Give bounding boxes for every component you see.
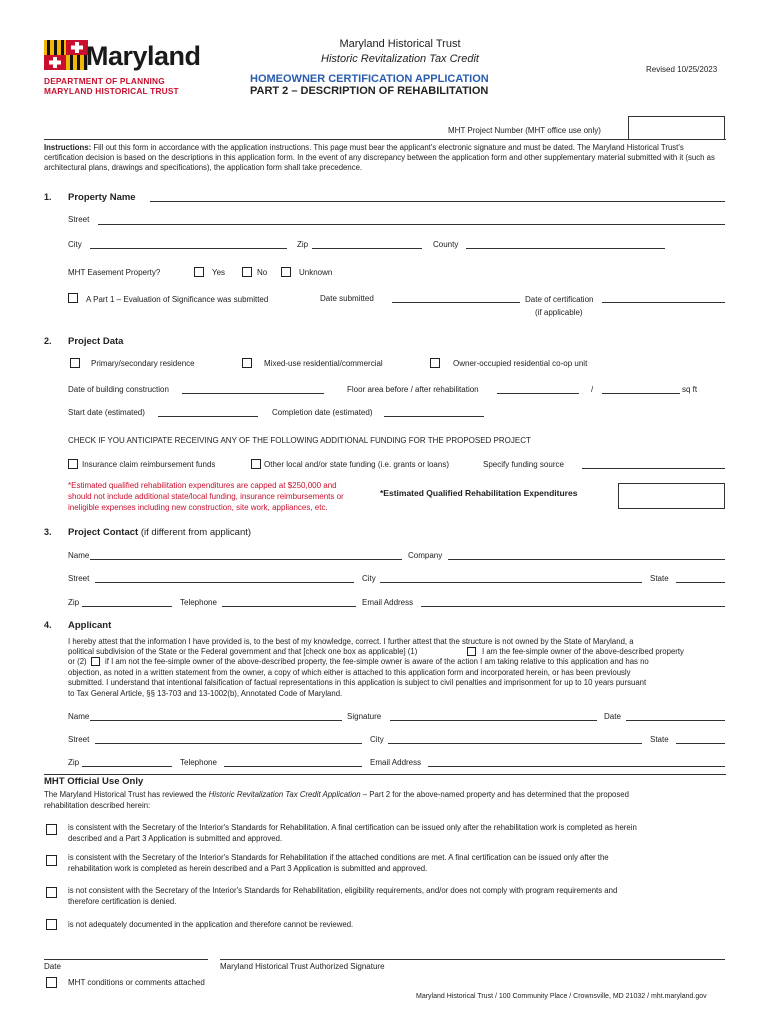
zip-label: Zip <box>297 240 309 249</box>
cap-note-line-2: should not include additional state/local funding, insurance reimbursements or <box>68 492 344 501</box>
other-funding-checkbox[interactable] <box>251 459 261 469</box>
applicant-zip-label: Zip <box>68 758 80 767</box>
section-3-title: Project Contact (if different from applicant) <box>68 527 252 538</box>
applicant-name-label: Name <box>68 712 90 721</box>
section-1-title: Property Name <box>68 192 136 203</box>
easement-yes-checkbox[interactable] <box>194 267 204 277</box>
official-denied-line-2: therefore certification is denied. <box>68 897 177 906</box>
contact-telephone-field[interactable] <box>222 606 356 607</box>
part1-submitted-checkbox[interactable] <box>68 293 78 303</box>
specify-funding-field[interactable] <box>582 468 725 469</box>
official-date-field[interactable] <box>44 959 208 960</box>
county-label: County <box>433 240 459 249</box>
divider <box>44 139 726 140</box>
start-date-label: Start date (estimated) <box>68 408 145 417</box>
floor-area-label: Floor area before / after rehabilitation <box>347 385 479 394</box>
primary-residence-checkbox[interactable] <box>70 358 80 368</box>
contact-email-label: Email Address <box>362 598 414 607</box>
easement-unknown-label: Unknown <box>299 268 333 277</box>
section-1-number: 1. <box>44 192 52 202</box>
contact-email-field[interactable] <box>421 606 725 607</box>
street-label: Street <box>68 215 90 224</box>
funding-heading: CHECK IF YOU ANTICIPATE RECEIVING ANY OF THE FOLLOWING ADDITIONAL FUNDING FOR THE PROPOSED PROJECT <box>68 436 531 445</box>
fee-simple-owner-checkbox[interactable] <box>467 647 476 656</box>
logo-department: DEPARTMENT OF PLANNING <box>44 76 165 86</box>
attest-line-5: submitted. I understand that intentional falsification of factual representations in this application is subject to civil penalties and imprisonment for up to 10 years pursuant <box>68 678 647 687</box>
floor-area-slash: / <box>591 385 594 394</box>
primary-residence-label: Primary/secondary residence <box>91 359 195 368</box>
floor-area-after-field[interactable] <box>602 393 680 394</box>
completion-date-field[interactable] <box>384 416 484 417</box>
insurance-funding-checkbox[interactable] <box>68 459 78 469</box>
property-street-field[interactable] <box>98 224 725 225</box>
applicant-email-field[interactable] <box>428 766 725 767</box>
official-conditional-line-2: rehabilitation work is completed as herein described and a Part 3 Application is submitted and approved. <box>68 864 428 873</box>
logo-wordmark: Maryland <box>86 41 201 71</box>
easement-label: MHT Easement Property? <box>68 268 161 277</box>
contact-street-field[interactable] <box>95 582 354 583</box>
easement-no-label: No <box>257 268 268 277</box>
header-program: Historic Revitalization Tax Credit <box>321 53 479 65</box>
floor-area-before-field[interactable] <box>497 393 579 394</box>
city-label: City <box>68 240 82 249</box>
header-org: Maryland Historical Trust <box>339 38 461 50</box>
logo-trust: MARYLAND HISTORICAL TRUST <box>44 86 179 96</box>
applicant-signature-field[interactable] <box>390 720 597 721</box>
attest-line-4: objection, as noted in a written statement from the owner, a copy of which either is attached to this application form and incorporated herein, or has been previously <box>68 668 631 677</box>
official-denied-checkbox[interactable] <box>46 887 57 898</box>
easement-unknown-checkbox[interactable] <box>281 267 291 277</box>
date-certification-field[interactable] <box>602 302 725 303</box>
contact-city-label: City <box>362 574 376 583</box>
applicant-telephone-label: Telephone <box>180 758 217 767</box>
if-applicable-label: (if applicable) <box>535 308 583 317</box>
easement-no-checkbox[interactable] <box>242 267 252 277</box>
section-3-number: 3. <box>44 527 52 537</box>
easement-yes-label: Yes <box>212 268 226 277</box>
official-date-label: Date <box>44 962 61 971</box>
applicant-state-field[interactable] <box>676 743 725 744</box>
applicant-date-label: Date <box>604 712 621 721</box>
estimated-expenditures-label: *Estimated Qualified Rehabilitation Expenditures <box>380 488 578 498</box>
date-built-field[interactable] <box>182 393 324 394</box>
applicant-zip-field[interactable] <box>82 766 172 767</box>
property-county-field[interactable] <box>466 248 665 249</box>
cap-note-line-1: *Estimated qualified rehabilitation expenditures are capped at $250,000 and <box>68 481 337 490</box>
official-signature-field[interactable] <box>220 959 725 960</box>
official-conditions-label: MHT conditions or comments attached <box>68 978 205 987</box>
official-intro-line-1: The Maryland Historical Trust has reviewed the Historic Revitalization Tax Credit Application – Part 2 for the above-named property and has determined that the proposed <box>44 790 629 799</box>
official-not-documented-checkbox[interactable] <box>46 919 57 930</box>
not-fee-simple-owner-checkbox[interactable] <box>91 657 100 666</box>
contact-company-field[interactable] <box>448 559 725 560</box>
official-consistent-checkbox[interactable] <box>46 824 57 835</box>
contact-name-field[interactable] <box>90 559 402 560</box>
contact-name-label: Name <box>68 551 90 560</box>
section-4-title: Applicant <box>68 620 112 631</box>
app-title: HOMEOWNER CERTIFICATION APPLICATION <box>250 73 489 85</box>
official-conditional-checkbox[interactable] <box>46 855 57 866</box>
property-city-field[interactable] <box>90 248 287 249</box>
other-funding-label: Other local and/or state funding (i.e. grants or loans) <box>264 460 449 469</box>
contact-zip-field[interactable] <box>82 606 172 607</box>
instructions: Instructions: Fill out this form in accordance with the application instructions. This page must bear the applicant's electronic signature and must be dated. The Maryland Historical Trust's certification decision is based on the descriptions in this application form. In the event of any discrepancy between the application form and other supplementary material submitted with it (such as architectural plans, drawings and specifications), the application form shall take precedence. <box>44 143 715 173</box>
official-intro-line-2: rehabilitation described herein: <box>44 801 151 810</box>
attest-line-3b: if I am not the fee-simple owner of the above-described property, the fee-simple owner is aware of the action I am taking relative to this application and has no <box>105 657 649 666</box>
estimated-expenditures-field[interactable] <box>618 483 725 509</box>
footer-address: Maryland Historical Trust / 100 Community Place / Crownsville, MD 21032 / mht.maryland.gov <box>416 993 707 1000</box>
official-use-title: MHT Official Use Only <box>44 776 144 787</box>
date-certification-label: Date of certification <box>525 295 594 304</box>
applicant-state-label: State <box>650 735 669 744</box>
mht-project-number-field[interactable] <box>628 116 725 140</box>
mixed-use-checkbox[interactable] <box>242 358 252 368</box>
contact-state-field[interactable] <box>676 582 725 583</box>
contact-zip-label: Zip <box>68 598 80 607</box>
sqft-label: sq ft <box>682 385 698 394</box>
start-date-field[interactable] <box>158 416 258 417</box>
official-signature-label: Maryland Historical Trust Authorized Signature <box>220 962 385 971</box>
maryland-flag-icon <box>44 40 88 70</box>
insurance-funding-label: Insurance claim reimbursement funds <box>82 460 216 469</box>
applicant-email-label: Email Address <box>370 758 422 767</box>
applicant-telephone-field[interactable] <box>224 766 362 767</box>
cap-note-line-3: ineligible expenses including new construction, site work, appliances, etc. <box>68 503 328 512</box>
section-4-number: 4. <box>44 620 52 630</box>
completion-date-label: Completion date (estimated) <box>272 408 373 417</box>
official-consistent-line-2: described and a Part 3 Application is submitted and approved. <box>68 834 283 843</box>
date-submitted-field[interactable] <box>392 302 520 303</box>
official-not-documented-label: is not adequately documented in the application and therefore cannot be reviewed. <box>68 920 354 929</box>
contact-street-label: Street <box>68 574 90 583</box>
co-op-unit-label: Owner-occupied residential co-op unit <box>453 359 588 368</box>
specify-funding-label: Specify funding source <box>483 460 564 469</box>
attest-line-1: I hereby attest that the information I have provided is, to the best of my knowledge, correct. I further attest that the structure is not owned by the State of Maryland, a <box>68 637 634 646</box>
revised-date: Revised 10/25/2023 <box>646 65 718 74</box>
part-title: PART 2 – DESCRIPTION OF REHABILITATION <box>250 85 489 97</box>
official-conditions-checkbox[interactable] <box>46 977 57 988</box>
property-name-field[interactable] <box>150 201 725 202</box>
contact-state-label: State <box>650 574 669 583</box>
contact-company-label: Company <box>408 551 443 560</box>
applicant-street-label: Street <box>68 735 90 744</box>
applicant-name-field[interactable] <box>90 720 342 721</box>
co-op-unit-checkbox[interactable] <box>430 358 440 368</box>
mixed-use-label: Mixed-use residential/commercial <box>264 359 383 368</box>
section-2-number: 2. <box>44 336 52 346</box>
part1-label: A Part 1 – Evaluation of Significance was submitted <box>86 295 269 304</box>
official-denied-line-1: is not consistent with the Secretary of the Interior's Standards for Rehabilitation, eligibility requirements, and/or does not comply with program requirements and <box>68 886 618 895</box>
official-conditional-line-1: is consistent with the Secretary of the Interior's Standards for Rehabilitation if the attached conditions are met. A final certification can be issued only after the <box>68 853 609 862</box>
official-consistent-line-1: is consistent with the Secretary of the Interior's Standards for Rehabilitation. A final certification can be issued only after the rehabilitation work is completed as herein <box>68 823 637 832</box>
applicant-date-field[interactable] <box>626 720 725 721</box>
attest-line-2a: political subdivision of the State or the Federal government and that [check one box as applicable] (1) <box>68 647 418 656</box>
applicant-city-label: City <box>370 735 384 744</box>
contact-city-field[interactable] <box>380 582 642 583</box>
attest-line-6: to Tax General Article, §§ 13-703 and 13-1002(b), Annotated Code of Maryland. <box>68 689 343 698</box>
date-submitted-label: Date submitted <box>320 294 374 303</box>
property-zip-field[interactable] <box>312 248 422 249</box>
section-2-title: Project Data <box>68 336 124 347</box>
attest-line-3a: or (2) <box>68 657 87 666</box>
attest-line-2b: I am the fee-simple owner of the above-described property <box>482 647 684 656</box>
contact-telephone-label: Telephone <box>180 598 217 607</box>
divider <box>44 774 726 775</box>
applicant-street-field[interactable] <box>95 743 362 744</box>
date-built-label: Date of building construction <box>68 385 169 394</box>
applicant-city-field[interactable] <box>388 743 642 744</box>
mht-project-label: MHT Project Number (MHT office use only) <box>448 126 601 135</box>
applicant-signature-label: Signature <box>347 712 382 721</box>
